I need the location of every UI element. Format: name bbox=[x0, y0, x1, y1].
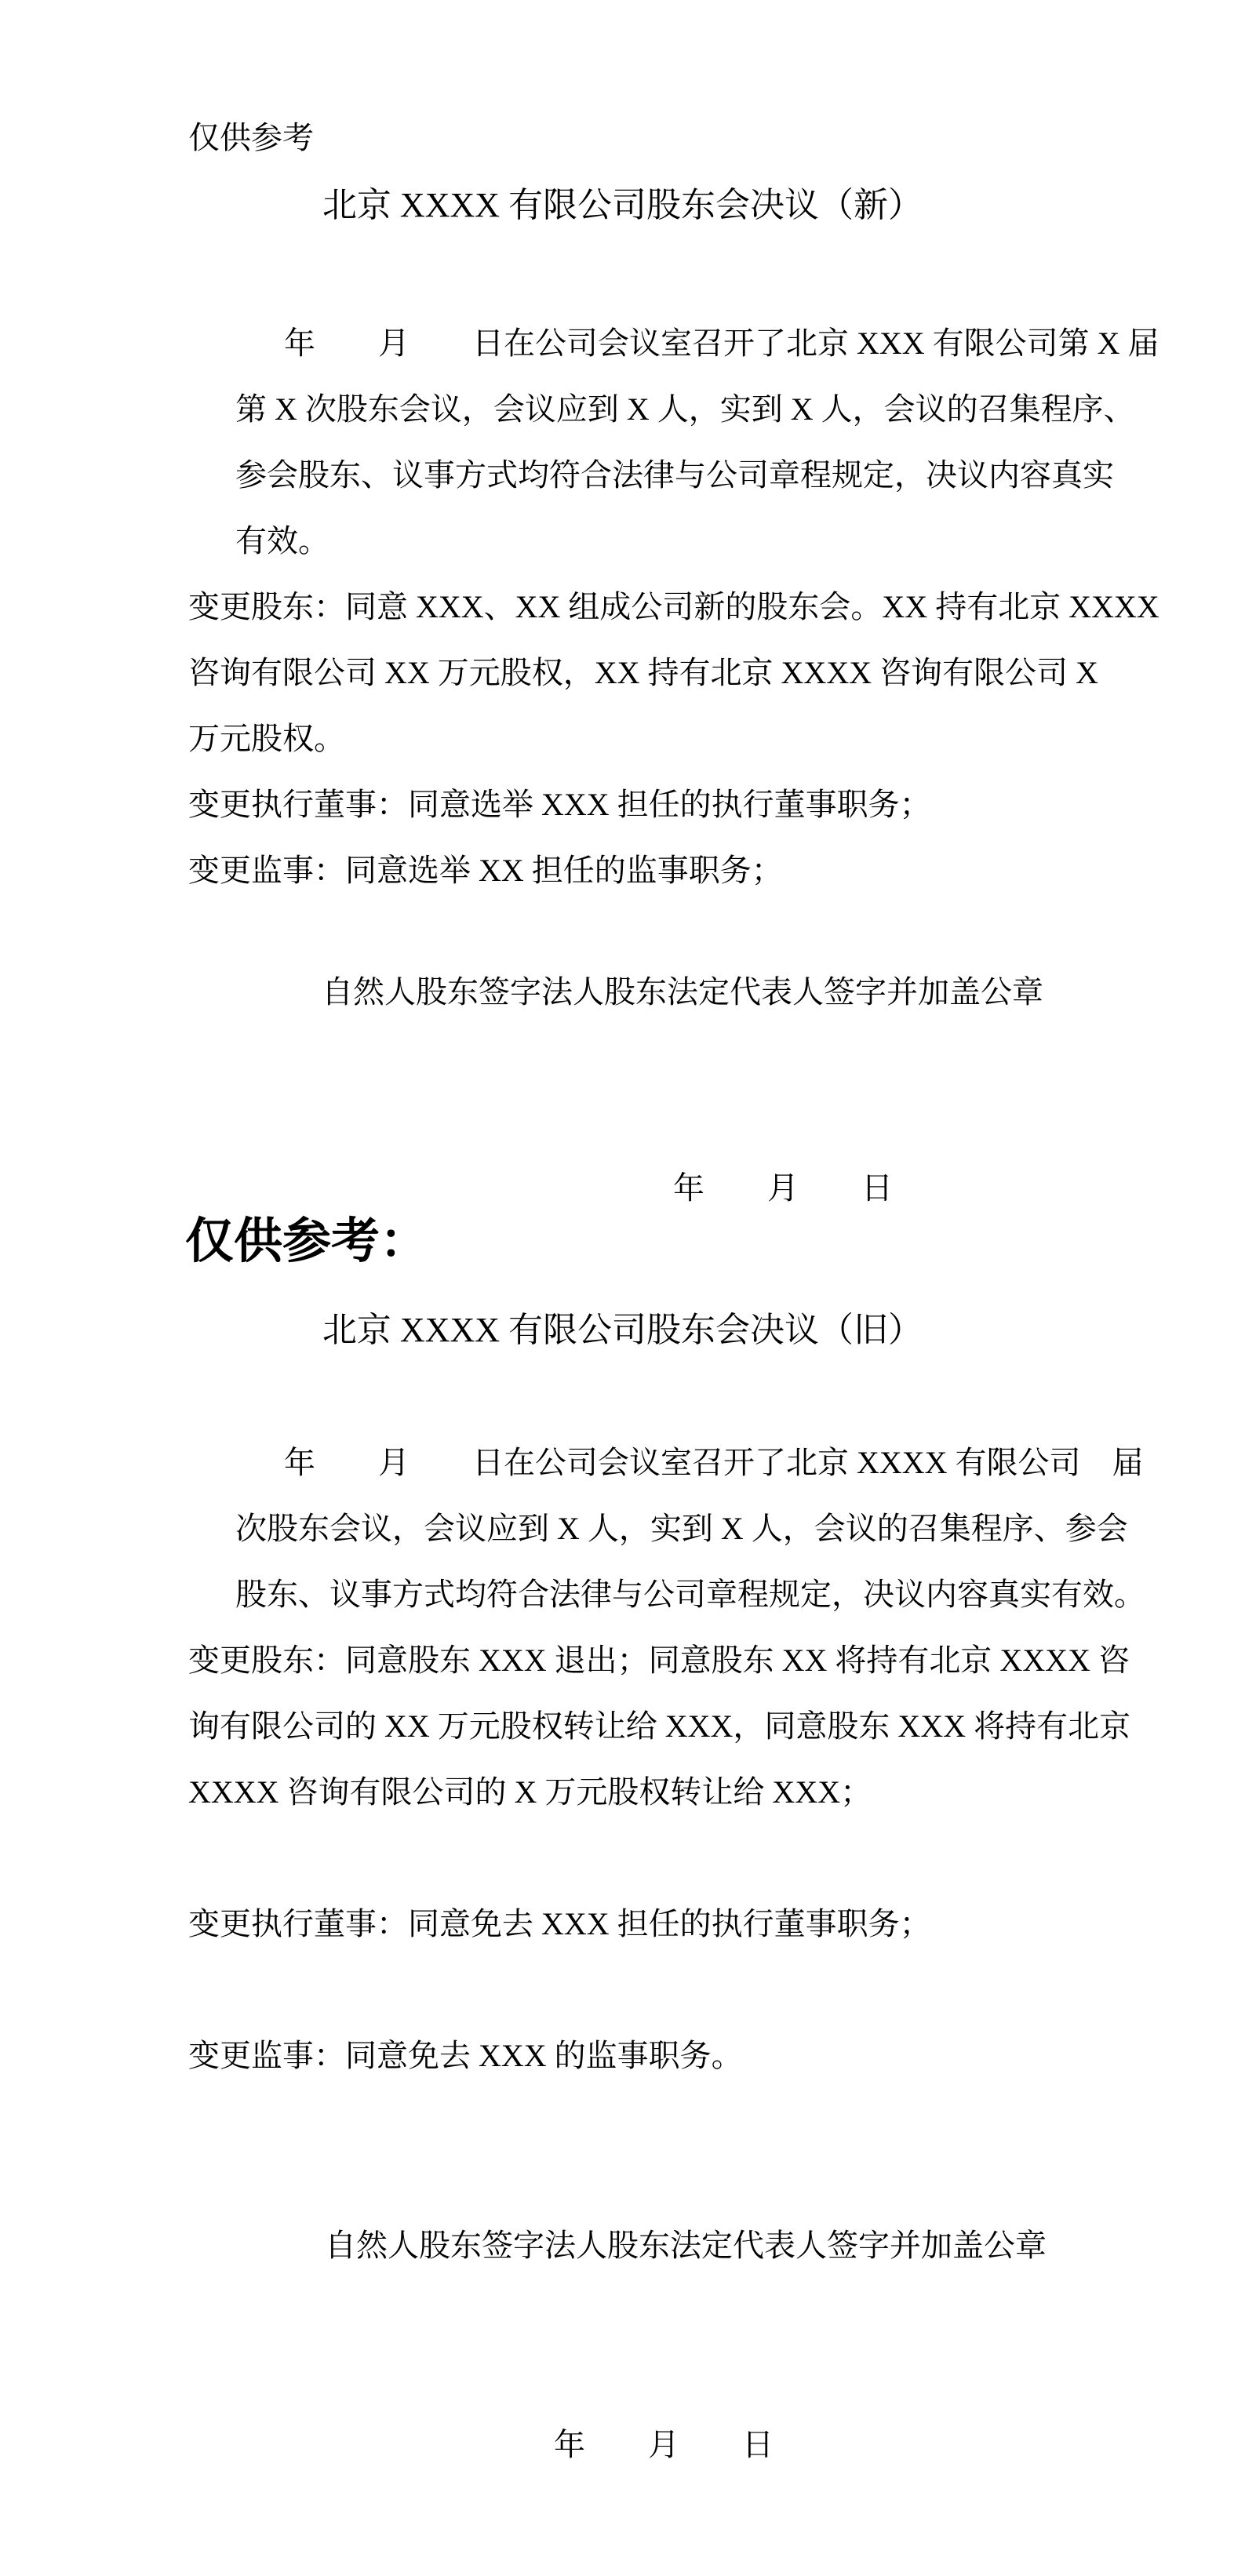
reference-note-new: 仅供参考 bbox=[188, 120, 314, 155]
doc-line: 咨询有限公司 XX 万元股权，XX 持有北京 XXXX 咨询有限公司 X bbox=[188, 655, 1098, 690]
doc-line: 参会股东、议事方式均符合法律与公司章程规定，决议内容真实 bbox=[235, 457, 1114, 493]
doc-line: 变更监事：同意免去 XXX 的监事职务。 bbox=[188, 2038, 743, 2073]
doc-line: XXXX 咨询有限公司的 X 万元股权转让给 XXX； bbox=[188, 1774, 872, 1810]
doc-line: 变更股东：同意股东 XXX 退出；同意股东 XX 将持有北京 XXXX 咨 bbox=[188, 1643, 1130, 1678]
date-placeholder-old: 年 月 日 bbox=[554, 2427, 774, 2462]
signature-instruction-old: 自然人股东签字法人股东法定代表人签字并加盖公章 bbox=[325, 2228, 1047, 2263]
signature-instruction-new: 自然人股东签字法人股东法定代表人签字并加盖公章 bbox=[322, 974, 1043, 1010]
section-new-body bbox=[188, 311, 1159, 904]
section-new-title: 北京 XXXX 有限公司股东会决议（新） bbox=[322, 186, 923, 224]
doc-line: 年 月 日在公司会议室召开了北京 XXX 有限公司第 X 届 bbox=[284, 326, 1159, 361]
doc-line: 变更股东：同意 XXX、XX 组成公司新的股东会。XX 持有北京 XXXX bbox=[188, 589, 1159, 624]
doc-line: 第 X 次股东会议，会议应到 X 人，实到 X 人，会议的召集程序、 bbox=[235, 391, 1135, 427]
date-placeholder-new: 年 月 日 bbox=[673, 1170, 893, 1206]
doc-line: 变更执行董事：同意免去 XXX 担任的执行董事职务； bbox=[188, 1906, 931, 1941]
doc-line: 股东、议事方式均符合法律与公司章程规定，决议内容真实有效。 bbox=[235, 1577, 1145, 1612]
doc-line: 有效。 bbox=[235, 523, 329, 558]
doc-line: 变更监事：同意选举 XX 担任的监事职务； bbox=[188, 853, 783, 888]
doc-line: 询有限公司的 XX 万元股权转让给 XXX，同意股东 XXX 将持有北京 bbox=[188, 1708, 1131, 1744]
doc-line: 万元股权。 bbox=[188, 721, 345, 756]
section-old-body bbox=[188, 1430, 1145, 2089]
section-old-title: 北京 XXXX 有限公司股东会决议（旧） bbox=[322, 1311, 923, 1349]
reference-note-old: 仅供参考： bbox=[185, 1215, 429, 1268]
doc-line: 年 月 日在公司会议室召开了北京 XXXX 有限公司 届 bbox=[284, 1445, 1144, 1480]
doc-line: 变更执行董事：同意选举 XXX 担任的执行董事职务； bbox=[188, 787, 931, 822]
doc-line: 次股东会议，会议应到 X 人，实到 X 人，会议的召集程序、参会 bbox=[235, 1511, 1128, 1546]
